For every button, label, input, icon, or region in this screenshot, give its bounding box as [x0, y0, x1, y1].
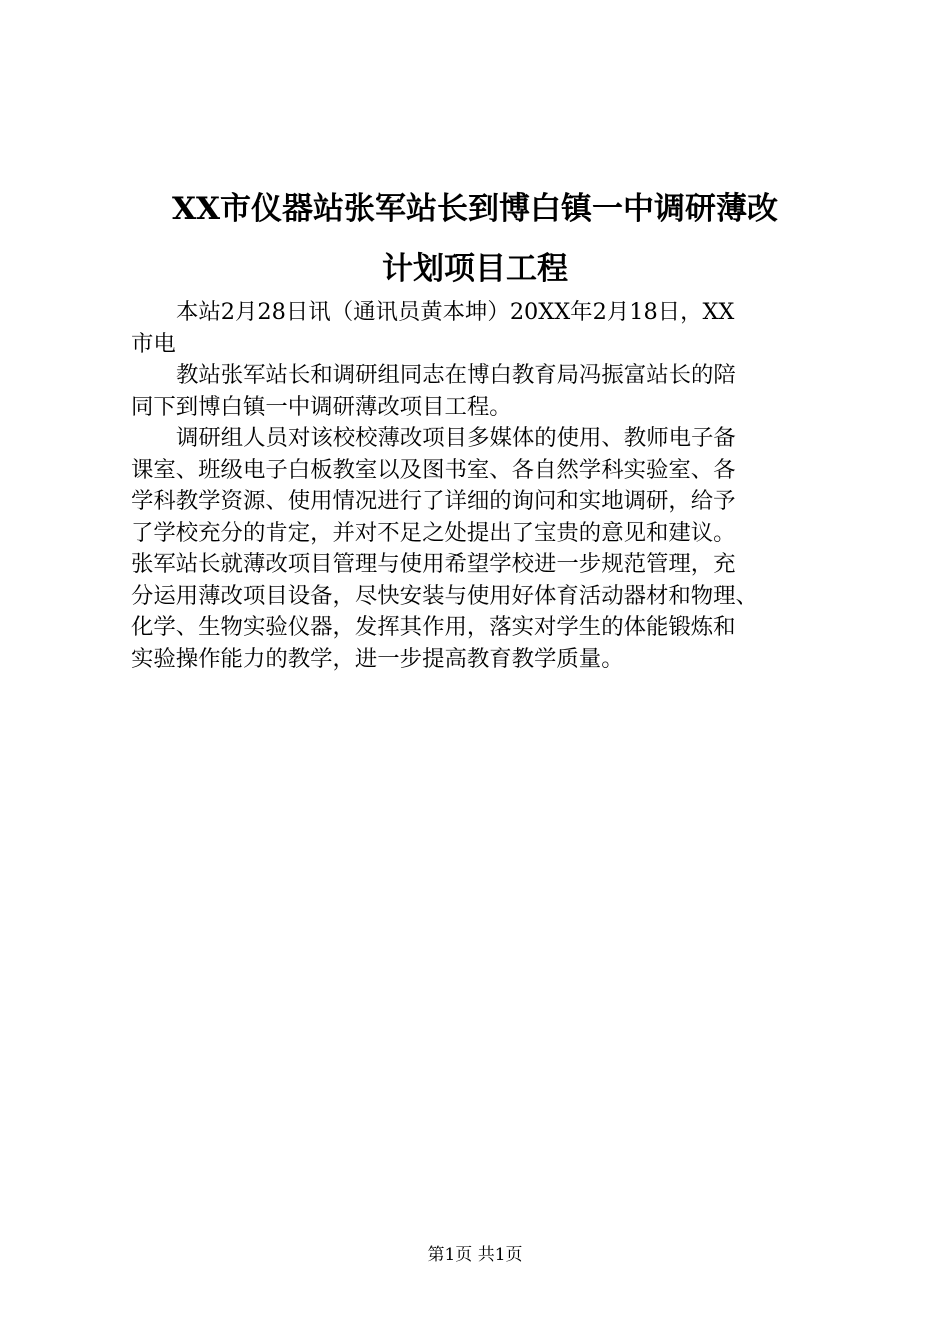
- body-line-5: 调研组人员对该校校薄改项目多媒体的使用、教师电子备: [176, 425, 736, 451]
- body-line-9: 张军站长就薄改项目管理与使用希望学校进一步规范管理，充: [131, 551, 736, 577]
- body-line-2: 市电: [131, 330, 176, 357]
- body-line-10: 分运用薄改项目设备，尽快安装与使用好体育活动器材和物理、: [131, 582, 758, 609]
- document-body: [131, 297, 851, 675]
- page-footer: 第1页 共1页: [427, 1245, 523, 1265]
- body-line-12: 实验操作能力的教学，进一步提高教育教学质量。: [131, 645, 624, 672]
- body-line-1: 本站2月28日讯（通讯员黄本坤）20XX年2月18日，XX: [176, 299, 735, 325]
- body-line-3: 教站张军站长和调研组同志在博白教育局冯振富站长的陪: [176, 362, 736, 388]
- document-title-line-2: 计划项目工程: [382, 251, 568, 287]
- body-line-11: 化学、生物实验仪器，发挥其作用，落实对学生的体能锻炼和: [131, 614, 736, 640]
- document-title-line-1: XX市仪器站张军站长到博白镇一中调研薄改: [171, 191, 779, 227]
- body-line-6: 课室、班级电子白板教室以及图书室、各自然学科实验室、各: [131, 456, 736, 483]
- body-line-8: 了学校充分的肯定，并对不足之处提出了宝贵的意见和建议。: [131, 519, 736, 546]
- body-line-4: 同下到博白镇一中调研薄改项目工程。: [131, 393, 512, 420]
- body-line-7: 学科教学资源、使用情况进行了详细的询问和实地调研，给予: [131, 488, 736, 514]
